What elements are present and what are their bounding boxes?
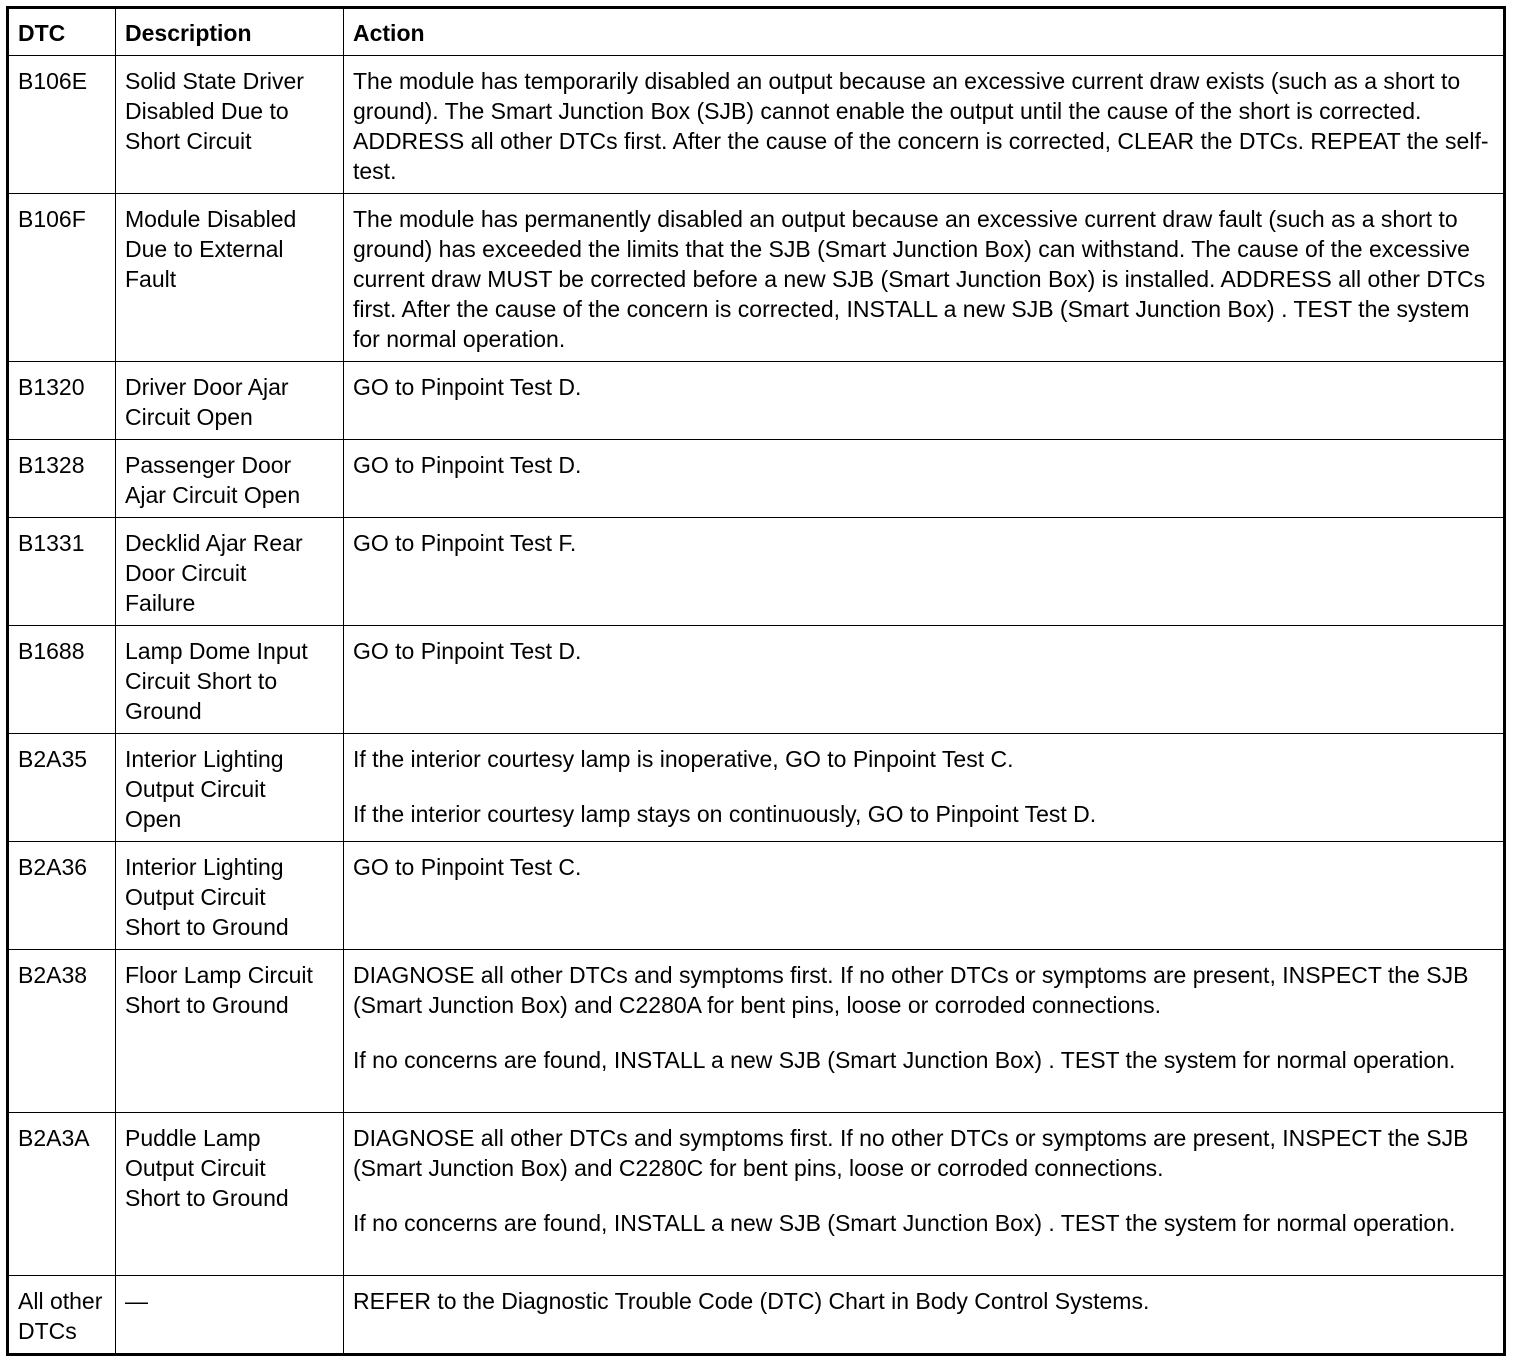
description-cell	[116, 842, 344, 950]
table-row	[8, 842, 1505, 950]
action-cell	[344, 194, 1505, 362]
table-row	[8, 1276, 1505, 1355]
dtc-code-cell: B2A35	[8, 734, 116, 842]
description-line: Floor Lamp Circuit	[125, 962, 313, 988]
dtc-table	[6, 6, 1506, 1356]
action-paragraph: GO to Pinpoint Test D.	[353, 452, 582, 478]
description-line: Output Circuit	[125, 884, 266, 910]
action-paragraph: REFER to the Diagnostic Trouble Code (DTC) Chart in Body Control Systems.	[353, 1288, 1150, 1314]
description-cell	[116, 1276, 344, 1355]
description-line: Puddle Lamp	[125, 1125, 261, 1151]
description-line: Interior Lighting	[125, 746, 284, 772]
action-cell	[344, 440, 1505, 518]
description-cell	[116, 362, 344, 440]
header-dtc: DTC	[8, 8, 116, 56]
action-cell	[344, 734, 1505, 842]
table-row	[8, 734, 1505, 842]
table-row	[8, 950, 1505, 1113]
action-cell	[344, 950, 1505, 1113]
table-row	[8, 56, 1505, 194]
description-line: Fault	[125, 266, 177, 292]
action-cell	[344, 56, 1505, 194]
description-line: Module Disabled	[125, 206, 297, 232]
description-line: —	[125, 1288, 148, 1314]
dtc-code-cell: B2A36	[8, 842, 116, 950]
table-row	[8, 626, 1505, 734]
description-cell	[116, 518, 344, 626]
action-cell	[344, 518, 1505, 626]
action-paragraph: If no concerns are found, INSTALL a new SJB (Smart Junction Box) . TEST the system for normal operation.	[353, 1047, 1456, 1073]
table-row	[8, 440, 1505, 518]
action-paragraph: If the interior courtesy lamp stays on continuously, GO to Pinpoint Test D.	[353, 801, 1097, 827]
description-line: Short to Ground	[125, 992, 289, 1018]
description-cell	[116, 626, 344, 734]
description-line: Circuit Open	[125, 404, 253, 430]
dtc-code-cell: All other DTCs	[8, 1276, 116, 1355]
table-header-row	[8, 8, 1505, 56]
description-line: Lamp Dome Input	[125, 638, 308, 664]
action-cell	[344, 1276, 1505, 1355]
description-line: Solid State Driver	[125, 68, 304, 94]
description-line: Driver Door Ajar	[125, 374, 289, 400]
description-line: Passenger Door	[125, 452, 292, 478]
description-line: Door Circuit	[125, 560, 247, 586]
dtc-code-cell: B2A3A	[8, 1113, 116, 1276]
dtc-code-cell: B2A38	[8, 950, 116, 1113]
description-cell	[116, 950, 344, 1113]
description-cell	[116, 194, 344, 362]
description-cell	[116, 56, 344, 194]
description-line: Interior Lighting	[125, 854, 284, 880]
table-row	[8, 518, 1505, 626]
description-line: Ajar Circuit Open	[125, 482, 301, 508]
action-paragraph: If the interior courtesy lamp is inoperative, GO to Pinpoint Test C.	[353, 746, 1014, 772]
dtc-code-cell: B1320	[8, 362, 116, 440]
table-row	[8, 362, 1505, 440]
description-line: Short to Ground	[125, 914, 289, 940]
action-paragraph: DIAGNOSE all other DTCs and symptoms first. If no other DTCs or symptoms are present, INSPECT the SJB (Smart Junction Box) and C2280A for bent pins, loose or corroded connections.	[353, 962, 1469, 1018]
action-paragraph: GO to Pinpoint Test D.	[353, 638, 582, 664]
action-paragraph: GO to Pinpoint Test C.	[353, 854, 582, 880]
action-paragraph: DIAGNOSE all other DTCs and symptoms first. If no other DTCs or symptoms are present, INSPECT the SJB (Smart Junction Box) and C2280C for bent pins, loose or corroded connections.	[353, 1125, 1469, 1181]
action-paragraph: If no concerns are found, INSTALL a new SJB (Smart Junction Box) . TEST the system for normal operation.	[353, 1210, 1456, 1236]
action-paragraph: GO to Pinpoint Test F.	[353, 530, 577, 556]
description-cell	[116, 1113, 344, 1276]
action-paragraph: GO to Pinpoint Test D.	[353, 374, 582, 400]
description-cell	[116, 734, 344, 842]
action-cell	[344, 842, 1505, 950]
dtc-code-cell: B1331	[8, 518, 116, 626]
description-line: Decklid Ajar Rear	[125, 530, 303, 556]
dtc-code-cell: B106E	[8, 56, 116, 194]
description-line: Short to Ground	[125, 1185, 289, 1211]
dtc-code-cell: B1688	[8, 626, 116, 734]
description-line: Circuit Short to	[125, 668, 278, 694]
action-cell	[344, 362, 1505, 440]
description-line: Due to External	[125, 236, 284, 262]
action-cell	[344, 1113, 1505, 1276]
description-line: Open	[125, 806, 182, 832]
table-row	[8, 194, 1505, 362]
table-body	[8, 56, 1505, 1355]
description-line: Failure	[125, 590, 196, 616]
header-action: Action	[344, 8, 1505, 56]
action-paragraph: The module has temporarily disabled an output because an excessive current draw exists (such as a short to ground). The Smart Junction Box (SJB) cannot enable the output until the cause of the short is corrected. ADDRESS all other DTCs first. After the cause of the concern is corrected, CLEAR the DTCs. REPEAT the self-test.	[353, 68, 1489, 184]
description-line: Ground	[125, 698, 202, 724]
description-cell	[116, 440, 344, 518]
header-description: Description	[116, 8, 344, 56]
dtc-code-cell: B106F	[8, 194, 116, 362]
description-line: Short Circuit	[125, 128, 252, 154]
table-row	[8, 1113, 1505, 1276]
description-line: Output Circuit	[125, 1155, 266, 1181]
action-paragraph: The module has permanently disabled an output because an excessive current draw fault (such as a short to ground) has exceeded the limits that the SJB (Smart Junction Box) can withstand. The cause of the excessive current draw MUST be corrected before a new SJB (Smart Junction Box) is installed. ADDRESS all other DTCs first. After the cause of the concern is corrected, INSTALL a new SJB (Smart Junction Box) . TEST the system for normal operation.	[353, 206, 1486, 352]
action-cell	[344, 626, 1505, 734]
description-line: Output Circuit	[125, 776, 266, 802]
dtc-code-cell: B1328	[8, 440, 116, 518]
description-line: Disabled Due to	[125, 98, 289, 124]
